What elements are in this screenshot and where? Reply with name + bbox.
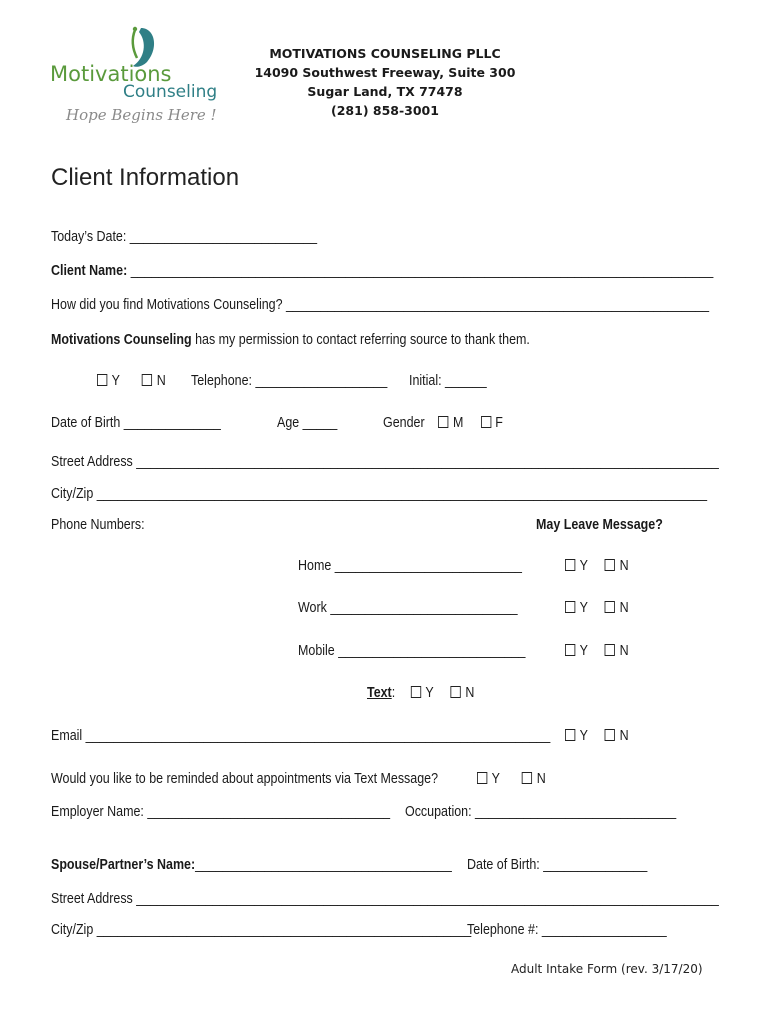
checkbox-icon — [565, 601, 575, 613]
text-label: Text — [367, 685, 392, 701]
reminder-yes-checkbox[interactable]: Y — [477, 771, 500, 787]
logo-motivations: Motivations — [50, 62, 172, 86]
mobile-message-options — [565, 643, 629, 659]
mobile-yes-checkbox[interactable]: Y — [565, 643, 588, 659]
occupation-field[interactable]: Occupation: _____________________________ — [405, 804, 677, 820]
checkbox-icon — [451, 686, 461, 698]
city-zip-field[interactable]: City/Zip ________________________________________________________________________________________ — [51, 486, 708, 502]
client-name-line: ____________________________________________________________________________________ — [127, 263, 714, 279]
employer-field[interactable]: Employer Name: ___________________________________ — [51, 804, 391, 820]
text-yes-checkbox[interactable]: Y — [411, 685, 434, 701]
work-message-options — [565, 600, 629, 616]
checkbox-icon — [411, 686, 421, 698]
gender-field — [383, 415, 503, 431]
home-yes-checkbox[interactable]: Y — [565, 558, 588, 574]
checkbox-icon — [438, 416, 448, 428]
permission-no-checkbox[interactable]: N — [142, 373, 166, 389]
text-message-options: Text: Y N — [367, 685, 475, 701]
permission-statement — [51, 332, 530, 348]
text-no-checkbox[interactable]: N — [451, 685, 475, 701]
email-no-checkbox[interactable]: N — [605, 728, 629, 744]
logo-tagline: Hope Begins Here ! — [66, 106, 217, 124]
permission-text: has my permission to contact referring source to thank them. — [191, 332, 530, 348]
email-message-options — [565, 728, 629, 744]
checkbox-icon — [565, 644, 575, 656]
org-address-1: 14090 Southwest Freeway, Suite 300 — [254, 65, 516, 80]
street-address-field[interactable]: Street Address ____________________________________________________________________________________ — [51, 454, 719, 470]
checkbox-icon — [142, 374, 152, 386]
todays-date-field[interactable]: Today’s Date: ___________________________ — [51, 229, 318, 245]
gender-f-checkbox[interactable]: F — [481, 415, 503, 431]
work-yes-checkbox[interactable]: Y — [565, 600, 588, 616]
org-phone: (281) 858-3001 — [331, 103, 439, 118]
checkbox-icon — [605, 559, 615, 571]
org-address-2: Sugar Land, TX 77478 — [307, 84, 463, 99]
page-title: Client Information — [51, 164, 240, 191]
reminder-no-checkbox[interactable]: N — [522, 771, 546, 787]
home-phone-field[interactable]: Home ___________________________ — [298, 558, 522, 574]
client-name-label: Client Name: — [51, 263, 128, 279]
work-phone-field[interactable]: Work ___________________________ — [298, 600, 518, 616]
checkbox-icon — [522, 772, 532, 784]
org-name: MOTIVATIONS COUNSELING PLLC — [269, 46, 501, 61]
age-field[interactable]: Age _____ — [277, 415, 338, 431]
permission-options — [97, 373, 166, 389]
org-header — [235, 44, 535, 120]
mobile-phone-field[interactable]: Mobile ___________________________ — [298, 643, 526, 659]
gender-m-checkbox[interactable]: M — [438, 415, 463, 431]
email-field[interactable]: Email ___________________________________________________________________ — [51, 728, 551, 744]
checkbox-icon — [605, 601, 615, 613]
checkbox-icon — [97, 374, 107, 386]
reminder-question: Would you like to be reminded about appointments via Text Message? — [51, 771, 439, 787]
gender-label: Gender — [383, 415, 425, 431]
spouse-city-zip-field[interactable]: City/Zip ______________________________________________________ — [51, 922, 472, 938]
checkbox-icon — [481, 416, 491, 428]
checkbox-icon — [565, 559, 575, 571]
home-message-options — [565, 558, 629, 574]
spouse-street-field[interactable]: Street Address ____________________________________________________________________________________ — [51, 891, 719, 907]
client-name-field[interactable] — [51, 263, 713, 279]
spouse-name-line: _____________________________________ — [195, 857, 452, 873]
work-no-checkbox[interactable]: N — [605, 600, 629, 616]
referral-telephone-field[interactable]: Telephone: ___________________ — [191, 373, 388, 389]
referral-source-field[interactable]: How did you find Motivations Counseling? _____________________________________________________________ — [51, 297, 710, 313]
form-footer: Adult Intake Form (rev. 3/17/20) — [511, 962, 703, 976]
checkbox-icon — [565, 729, 575, 741]
spouse-telephone-field[interactable]: Telephone #: __________________ — [467, 922, 667, 938]
logo-counseling: Counseling — [123, 82, 218, 102]
home-no-checkbox[interactable]: N — [605, 558, 629, 574]
spouse-name-label: Spouse/Partner’s Name: — [51, 857, 196, 873]
spouse-name-field[interactable] — [51, 857, 452, 873]
mobile-no-checkbox[interactable]: N — [605, 643, 629, 659]
reminder-options — [477, 771, 546, 787]
checkbox-icon — [605, 644, 615, 656]
permission-yes-checkbox[interactable]: Y — [97, 373, 120, 389]
phone-numbers-label: Phone Numbers: — [51, 517, 145, 533]
dob-field[interactable]: Date of Birth ______________ — [51, 415, 221, 431]
checkbox-icon — [477, 772, 487, 784]
initial-field[interactable]: Initial: ______ — [409, 373, 487, 389]
checkbox-icon — [605, 729, 615, 741]
email-yes-checkbox[interactable]: Y — [565, 728, 588, 744]
may-leave-message-label: May Leave Message? — [536, 517, 663, 533]
logo — [50, 26, 220, 136]
permission-org: Motivations Counseling — [51, 332, 192, 348]
spouse-dob-field[interactable]: Date of Birth: _______________ — [467, 857, 648, 873]
